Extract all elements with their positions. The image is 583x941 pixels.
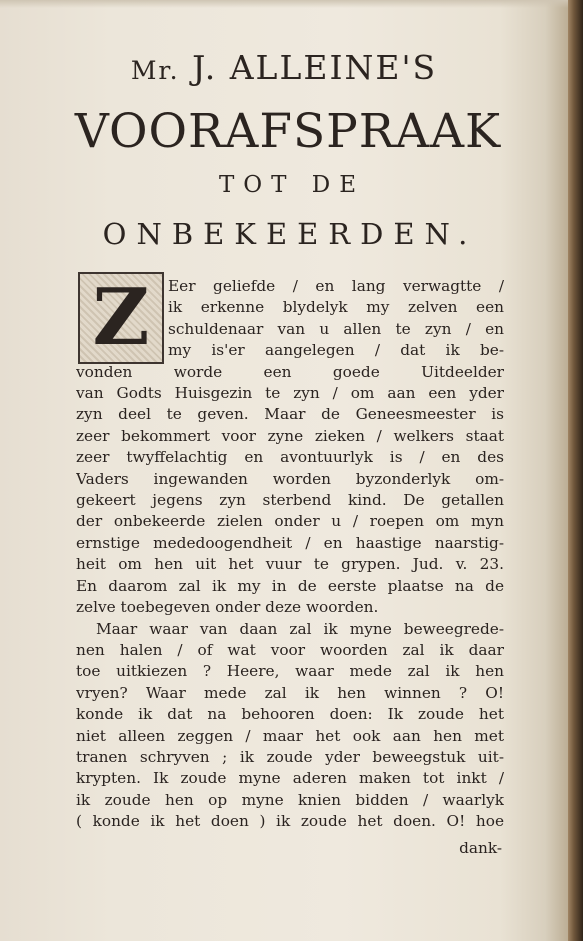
text-line: tranen schryven ; ik zoude yder beweegstuk uit-: [76, 747, 504, 766]
text-line: Vaders ingewanden worden byzonderlyk om-: [76, 469, 504, 488]
catchword: dank-: [459, 839, 502, 857]
text-line: schuldenaar van u allen te zyn / en: [168, 319, 504, 338]
text-line: konde ik dat na behooren doen: Ik zoude het: [76, 705, 504, 724]
author-heading: [0, 48, 568, 87]
text-line: zyn deel te geven. Maar de Geneesmeester is: [76, 405, 504, 424]
body-text: [76, 272, 504, 833]
text-line: ik zoude hen op myne knien bidden / waarlyk: [76, 790, 504, 809]
text-line: krypten. Ik zoude myne aderen maken tot inkt /: [76, 769, 504, 788]
text-line: vryen? Waar mede zal ik hen winnen ? O!: [76, 683, 504, 702]
text-line: toe uitkiezen ? Heere, waar mede zal ik hen: [76, 662, 504, 681]
text-line: der onbekeerde zielen onder u / roepen om myn: [76, 512, 504, 531]
author-name: J. ALLEINE'S: [192, 48, 438, 87]
page-subtitle-second: ONBEKEERDEN.: [102, 217, 478, 251]
text-line: ( konde ik het doen ) ik zoude het doen. O! hoe: [76, 812, 504, 831]
text-line: niet alleen zeggen / maar het ook aan hen met: [76, 726, 504, 745]
text-line: ernstige mededoogendheit / en haastige naarstig-: [76, 533, 504, 552]
text-line: heit om hen uit het vuur te grypen. Jud. v. 23.: [76, 555, 504, 574]
text-line: my is'er aangelegen / dat ik be-: [168, 341, 504, 360]
text-line: zeer bekommert voor zyne zieken / welkers staat: [76, 426, 504, 445]
text-line: vonden worde een goede Uitdeelder: [76, 362, 504, 381]
text-line: zelve toebegeven onder deze woorden.: [76, 598, 379, 617]
text-line: van Godts Huisgezin te zyn / om aan een yder: [76, 384, 504, 403]
text-line: Eer geliefde / en lang verwagtte /: [168, 277, 504, 295]
page-subtitle: TOT DE: [218, 172, 366, 198]
text-line: gekeert jegens zyn sterbend kind. De getallen: [76, 491, 504, 510]
author-honorific: Mr.: [130, 56, 180, 85]
text-line: ik erkenne blydelyk my zelven een: [168, 298, 504, 317]
book-page-edge: [568, 0, 583, 941]
text-line: zeer twyffelachtig en avontuurlyk is / en des: [76, 448, 504, 467]
text-line: nen halen / of wat voor woorden zal ik daar: [76, 640, 504, 659]
text-line: Maar waar van daan zal ik myne beweegrede-: [96, 619, 504, 638]
page-title: VOORAFSPRAAK: [74, 104, 502, 159]
text-line: En daarom zal ik my in de eerste plaatse na de: [76, 576, 504, 595]
decorated-initial-letter: Z: [92, 272, 150, 363]
page-top-shade: [0, 0, 568, 8]
